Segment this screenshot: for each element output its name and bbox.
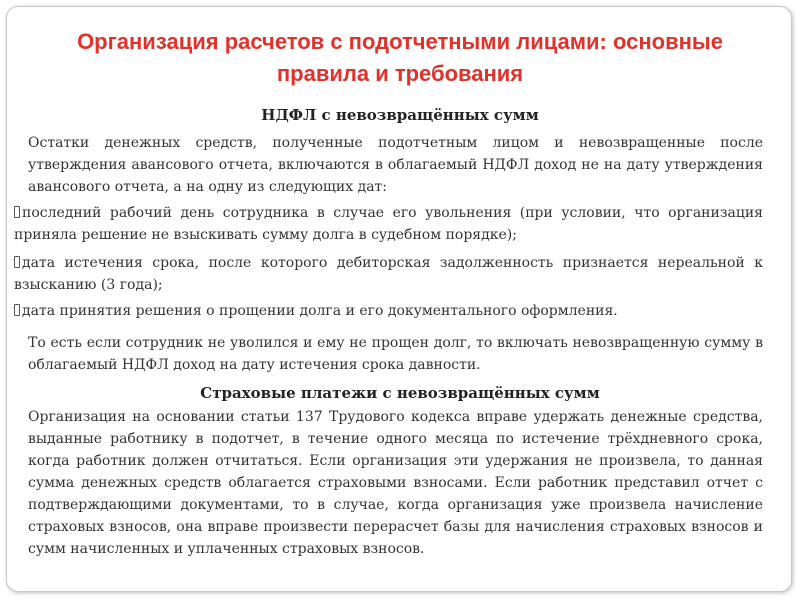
insurance-body-paragraph: Организация на основании статьи 137 Трудового кодекса вправе удержать денежные средства, выданные работнику в подотчет, в течение одного месяца по истечение трёхдневного срока, когда работник должен отчитаться. Если организация эти удержания не произвела, то данная сумма денежных средств облагается страховыми взносами. Если работник представил отчет с подтверждающими документами, то в случае, когда организация уже произвела начисление страховых взносов, она вправе произвести перерасчет базы для начисления страховых взносов и сумм начисленных и уплаченных страховых взносов. xyxy=(28,409,763,557)
ndfl-bullet-2-text: дата истечения срока, после которого дебиторская задолженность признается нереальной к взысканию (3 года); xyxy=(14,255,763,293)
ndfl-bullet-3 xyxy=(14,300,763,322)
ndfl-conclusion-paragraph: То есть если сотрудник не уволился и ему не прощен долг, то включать невозвращенную сумму в облагаемый НДФЛ доход на дату истечения срока давности. xyxy=(28,335,763,373)
title-line-1: Организация расчетов с подотчетными лицами: основные xyxy=(77,29,723,54)
section-heading-ndfl: НДФЛ с невозвращённых сумм xyxy=(261,106,539,124)
ndfl-bullet-1 xyxy=(14,202,763,246)
section-heading-insurance: Страховые платежи с невозвращённых сумм xyxy=(200,384,600,402)
ndfl-bullet-2 xyxy=(14,252,763,296)
ndfl-intro-paragraph: Остатки денежных средств, полученные подотчетным лицом и невозвращенные после утверждения авансового отчета, включаются в облагаемый НДФЛ доход не на дату утверждения авансового отчета, а на одну из следующих дат: xyxy=(28,135,763,195)
bullet-marker-icon xyxy=(14,256,20,268)
title-line-2: правила и требования xyxy=(276,61,524,86)
bullet-marker-icon xyxy=(14,304,20,316)
slide-title xyxy=(30,26,770,90)
bullet-marker-icon xyxy=(14,206,20,218)
ndfl-bullet-3-text: дата принятия решения о прощении долга и его документального оформления. xyxy=(22,303,618,319)
ndfl-bullet-1-text: последний рабочий день сотрудника в случае его увольнения (при условии, что организация приняла решение не взыскивать сумму долга в судебном порядке); xyxy=(14,205,763,243)
